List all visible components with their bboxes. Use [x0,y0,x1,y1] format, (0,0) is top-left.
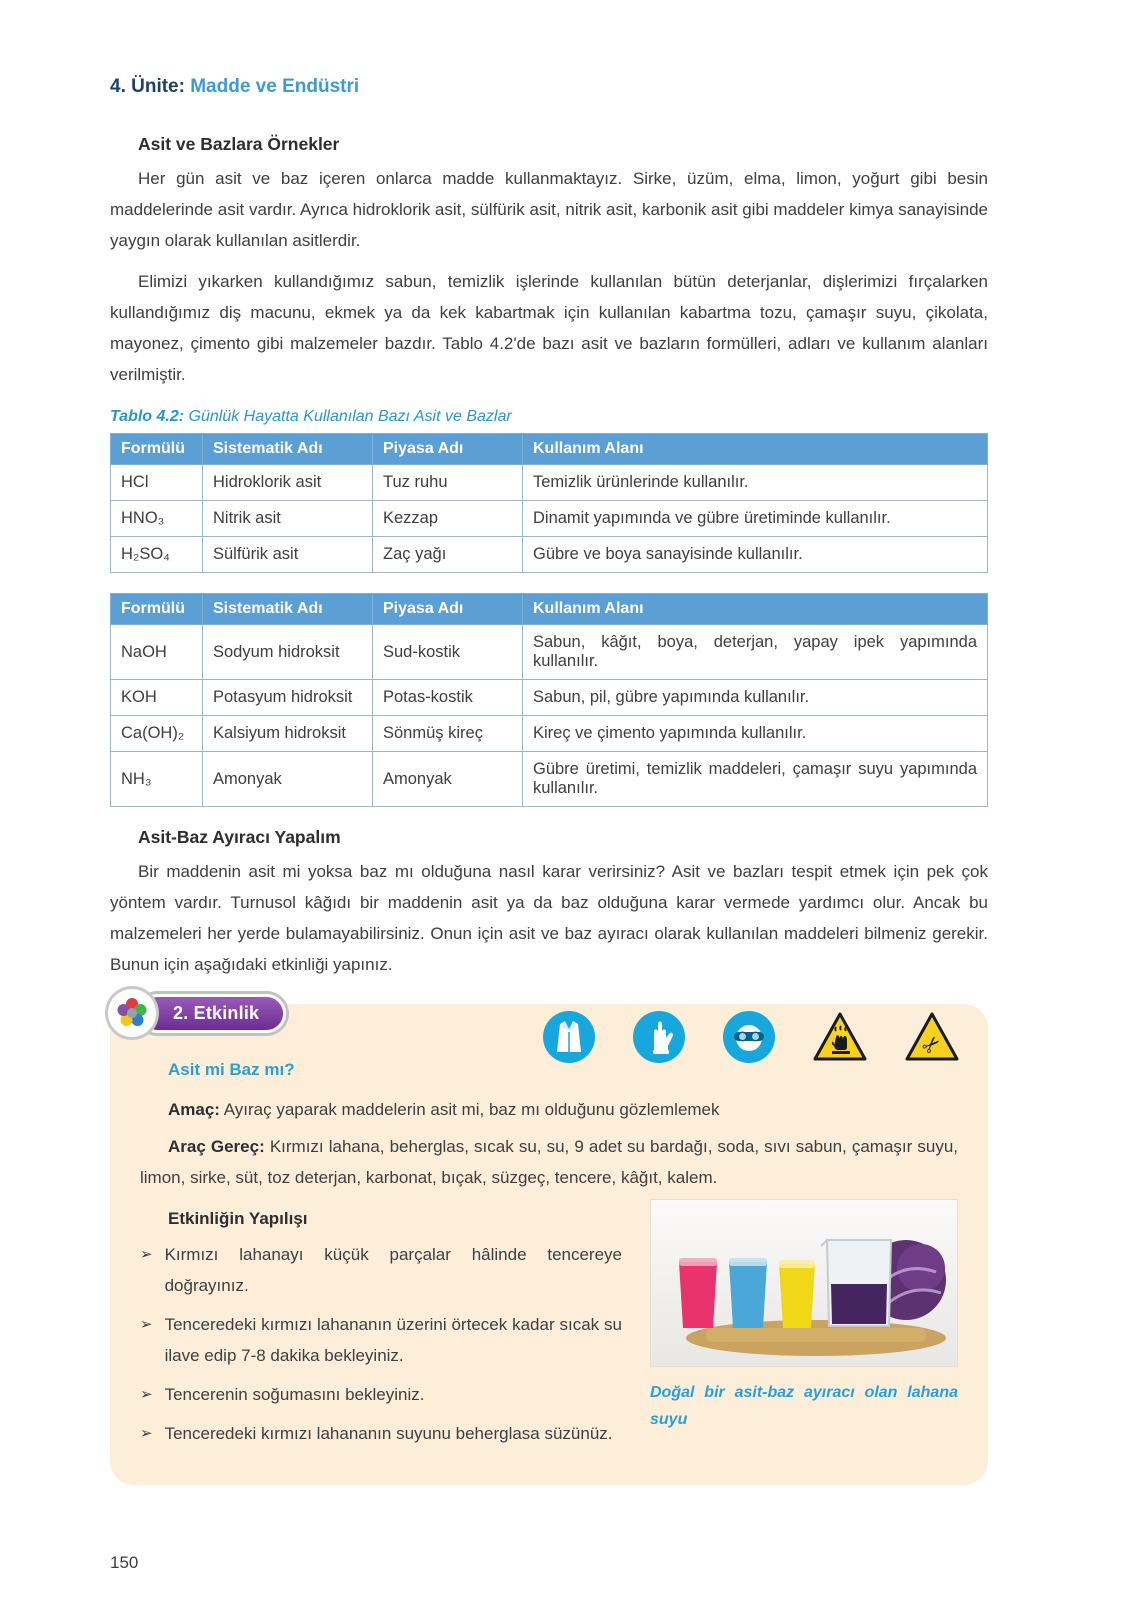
name-cell: Sodyum hidroksit [203,625,373,680]
activity-title: Asit mi Baz mı? [168,1060,295,1079]
market-cell: Amonyak [373,752,523,807]
market-cell: Tuz ruhu [373,465,523,501]
table-row [111,465,988,501]
usage-cell: Temizlik ürünlerinde kullanılır. [523,465,988,501]
step-text: Tencerenin soğumasını bekleyiniz. [164,1385,425,1404]
sharp-object-warning-icon [904,1011,960,1063]
formula-cell: HCl [111,465,203,501]
table-caption-label: Tablo 4.2: [110,408,185,425]
name-cell: Nitrik asit [203,501,373,537]
table-row [111,716,988,752]
arrow-bullet-icon: ➢ [140,1386,153,1403]
activity-badge-icon [108,989,156,1037]
column-header-market-name: Piyasa Adı [373,434,523,465]
materials-label: Araç Gereç: [168,1137,265,1156]
unit-title: Madde ve Endüstri [190,76,360,97]
market-cell: Potas-kostik [373,680,523,716]
photo-caption: Doğal bir asit-baz ayıracı olan lahana suyu [650,1384,958,1428]
svg-text:✂: ✂ [916,1029,948,1061]
table-row [111,501,988,537]
section1-heading: Asit ve Bazlara Örnekler [138,134,340,154]
list-item [140,1239,622,1301]
activity-steps-list [140,1239,622,1449]
usage-cell: Gübre üretimi, temizlik maddeleri, çamaşır suyu yapımında kullanılır. [523,752,988,807]
section1-paragraph-1: Her gün asit ve baz içeren onlarca madde kullanmaktayız. Sirke, üzüm, elma, limon, yoğurt gibi besin maddelerinde asit vardır. Ayrıca hidroklorik asit, sülfürik asit, nitrik asit, karbonik asit gibi maddeler kimya sanayisinde yaygın olarak kullanılan asitlerdir. [110,169,988,250]
formula-cell: HNO₃ [111,501,203,537]
cabbage-juice-photo [650,1199,958,1367]
activity-materials [140,1131,958,1193]
activity-purpose [140,1094,958,1125]
arrow-bullet-icon: ➢ [140,1246,153,1263]
list-item [140,1418,622,1449]
bases-table-header-row [111,594,988,625]
name-cell: Potasyum hidroksit [203,680,373,716]
page-number: 150 [110,1553,139,1572]
usage-cell: Kireç ve çimento yapımında kullanılır. [523,716,988,752]
arrow-bullet-icon: ➢ [140,1316,153,1333]
market-cell: Zaç yağı [373,537,523,573]
column-header-formula: Formülü [111,434,203,465]
column-header-systematic-name: Sistematik Adı [203,434,373,465]
safety-goggles-icon [722,1010,776,1064]
formula-cell: H₂SO₄ [111,537,203,573]
list-item [140,1379,622,1410]
market-cell: Kezzap [373,501,523,537]
column-header-usage: Kullanım Alanı [523,594,988,625]
protective-gloves-icon [632,1010,686,1064]
name-cell: Kalsiyum hidroksit [203,716,373,752]
table-row [111,680,988,716]
lab-coat-icon [542,1010,596,1064]
column-header-systematic-name: Sistematik Adı [203,594,373,625]
usage-cell: Sabun, kâğıt, boya, deterjan, yapay ipek yapımında kullanılır. [523,625,988,680]
colorful-pinwheel-icon [112,993,152,1033]
safety-icons-row [542,1010,960,1064]
unit-label: 4. Ünite: [110,76,185,97]
formula-cell: NH₃ [111,752,203,807]
activity-badge [108,988,286,1038]
arrow-bullet-icon: ➢ [140,1425,153,1442]
section2-paragraph: Bir maddenin asit mi yoksa baz mı olduğuna nasıl karar verirsiniz? Asit ve bazları tespit etmek için pek çok yöntem vardır. Turnusol kâğıdı bir maddenin asit ya da baz olduğuna karar vermede yardımcı olur. Ancak bu malzemeleri her yerde bulamayabilirsiniz. Onun için asit ve baz ayıracı olarak kullanılan maddeleri bilmeniz gerekir. Bunun için aşağıdaki etkinliği yapınız. [110,862,988,974]
column-header-usage: Kullanım Alanı [523,434,988,465]
purpose-label: Amaç: [168,1100,220,1119]
acids-table [110,433,988,573]
table-caption-text: Günlük Hayatta Kullanılan Bazı Asit ve Bazlar [184,408,512,425]
step-text: Kırmızı lahanayı küçük parçalar hâlinde tencereye doğrayınız. [164,1245,622,1295]
table-caption [110,408,988,426]
name-cell: Sülfürik asit [203,537,373,573]
usage-cell: Gübre ve boya sanayisinde kullanılır. [523,537,988,573]
formula-cell: NaOH [111,625,203,680]
list-item [140,1309,622,1371]
steps-heading: Etkinliğin Yapılışı [168,1209,308,1228]
table-row [111,752,988,807]
table-row [111,625,988,680]
column-header-market-name: Piyasa Adı [373,594,523,625]
purpose-text: Ayıraç yaparak maddelerin asit mi, baz mı olduğunu gözlemlemek [219,1100,720,1119]
formula-cell: Ca(OH)₂ [111,716,203,752]
activity-badge-label: 2. Etkinlik [138,994,286,1033]
name-cell: Amonyak [203,752,373,807]
activity-box [110,1004,988,1485]
hot-surface-warning-icon [812,1011,868,1063]
usage-cell: Dinamit yapımında ve gübre üretiminde kullanılır. [523,501,988,537]
cabbage-juice-illustration [651,1200,957,1366]
name-cell: Hidroklorik asit [203,465,373,501]
formula-cell: KOH [111,680,203,716]
section2-heading: Asit-Baz Ayıracı Yapalım [138,827,341,847]
materials-text: Kırmızı lahana, beherglas, sıcak su, su, 9 adet su bardağı, soda, sıvı sabun, çamaşır suyu, limon, sirke, süt, toz deterjan, karbonat, bıçak, süzgeç, tencere, kâğıt, kalem. [140,1137,958,1187]
usage-cell: Sabun, pil, gübre yapımında kullanılır. [523,680,988,716]
section1-paragraph-2: Elimizi yıkarken kullandığımız sabun, temizlik işlerinde kullanılan bütün deterjanlar, dişlerimizi fırçalarken kullandığımız diş macunu, ekmek ya da kek kabartmak için kullanılan kabartma tozu, çamaşır suyu, çikolata, mayonez, çimento gibi malzemeler bazdır. Tablo 4.2'de bazı asit ve bazların formülleri, adları ve kullanım alanları verilmiştir. [110,272,988,384]
market-cell: Sud-kostik [373,625,523,680]
acids-table-header-row [111,434,988,465]
step-text: Tenceredeki kırmızı lahananın üzerini örtecek kadar sıcak su ilave edip 7-8 dakika bekleyiniz. [164,1315,622,1365]
step-text: Tenceredeki kırmızı lahananın suyunu beherglasa süzünüz. [164,1424,613,1443]
unit-header [110,76,988,98]
table-row [111,537,988,573]
market-cell: Sönmüş kireç [373,716,523,752]
bases-table [110,593,988,807]
column-header-formula: Formülü [111,594,203,625]
